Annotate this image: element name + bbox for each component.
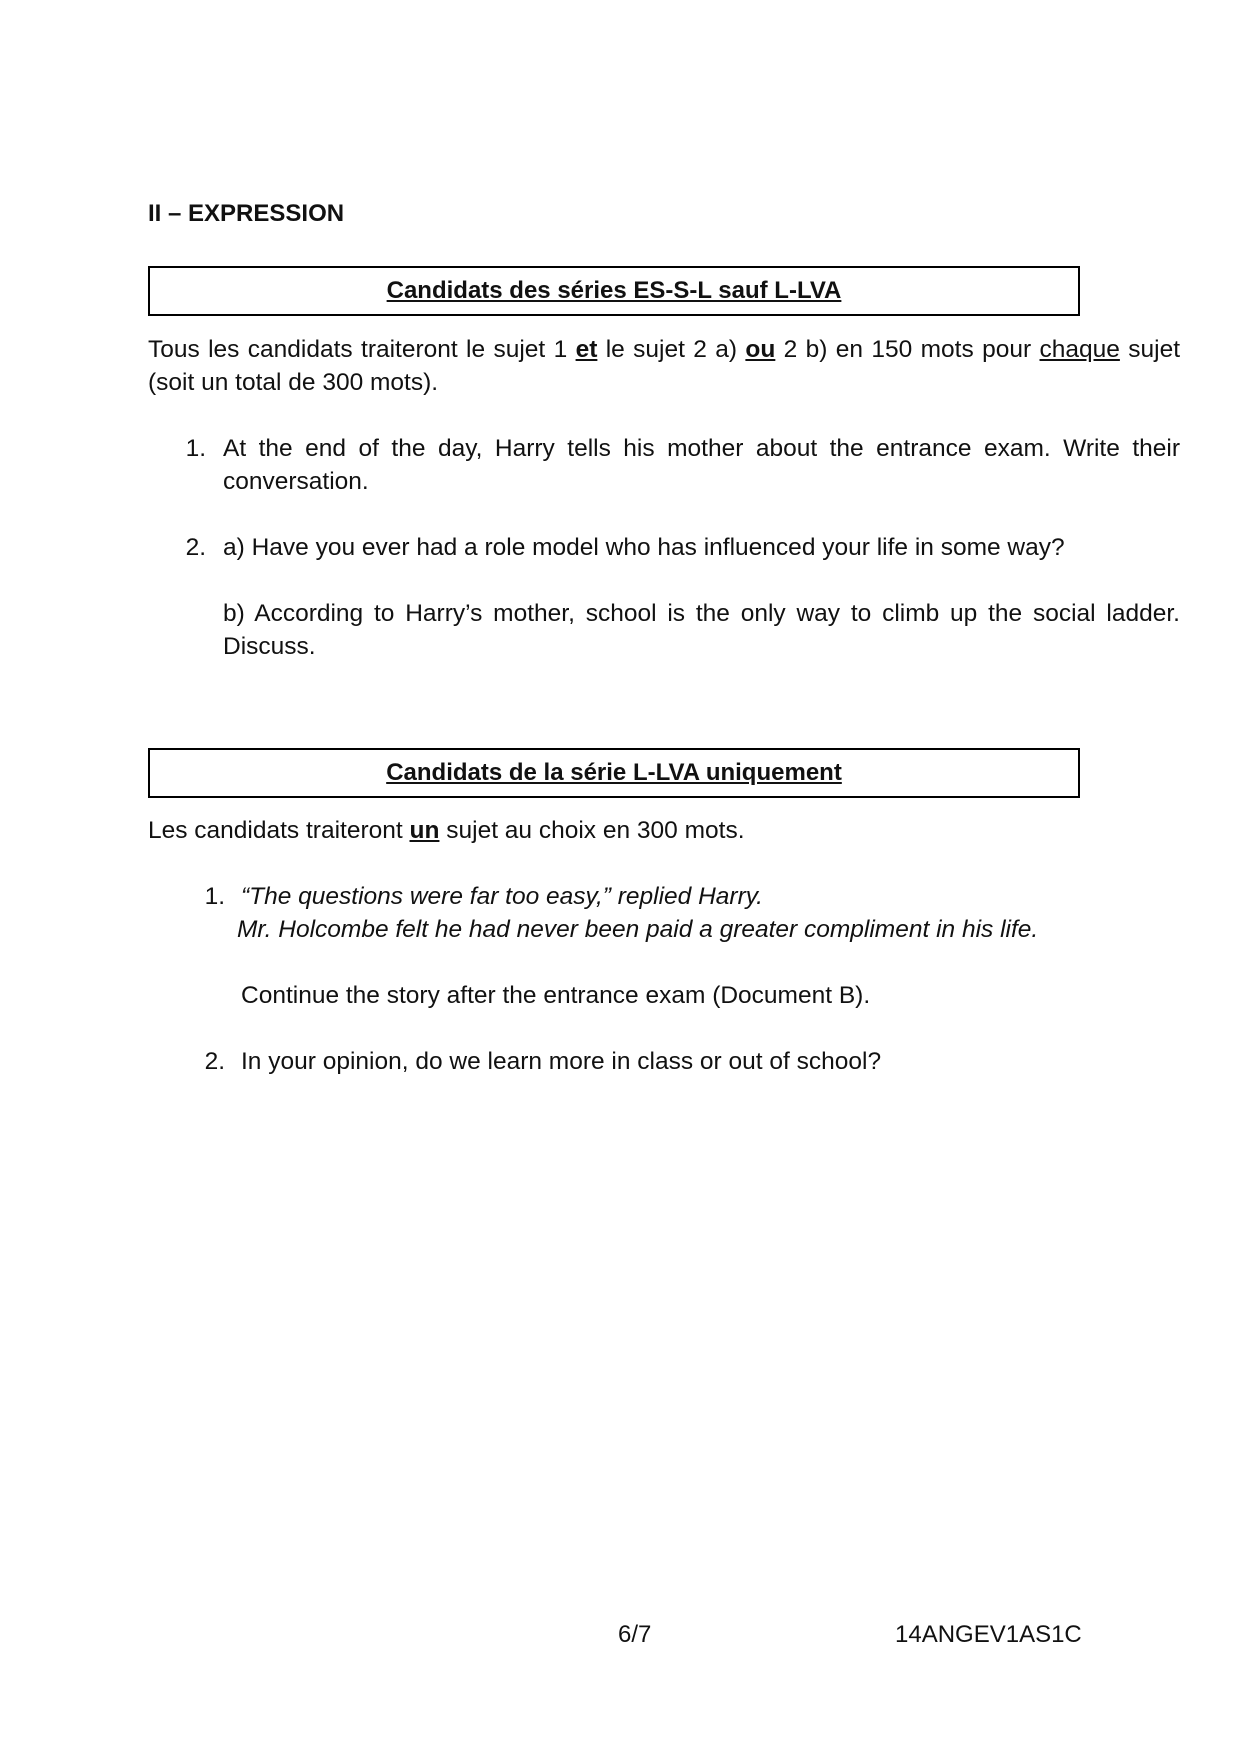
intro-text: Les candidats traiteront xyxy=(148,817,410,844)
intro-emph-et: et xyxy=(575,336,598,363)
part2-item-2-text: In your opinion, do we learn more in class or out of school? xyxy=(241,1048,882,1075)
intro-text: le sujet 2 a) xyxy=(597,336,746,363)
item-number: 2. xyxy=(185,534,206,561)
intro-text: sujet au choix en 300 mots. xyxy=(439,817,745,844)
part1-header-box xyxy=(148,266,1080,316)
intro-text: 2 b) en 150 mots pour xyxy=(775,336,1040,363)
section-title: II – EXPRESSION xyxy=(148,200,345,227)
document-code: 14ANGEV1AS1C xyxy=(895,1621,1082,1648)
part1-item-1-text: At the end of the day, Harry tells his mother about the entrance exam. Write their conversation. xyxy=(223,435,1180,495)
part2-header-title: Candidats de la série L-LVA uniquement xyxy=(386,759,842,786)
part2-header-box xyxy=(148,748,1080,798)
part2-item-1-quote2: Mr. Holcombe felt he had never been paid a greater compliment in his life. xyxy=(237,916,1039,943)
part1-item-2a-text: a) Have you ever had a role model who has influenced your life in some way? xyxy=(223,534,1065,561)
intro-emph-ou: ou xyxy=(745,336,776,363)
intro-text: Tous les candidats traiteront le sujet 1 xyxy=(148,336,576,363)
item-number: 2. xyxy=(204,1048,225,1075)
page-number: 6/7 xyxy=(618,1621,652,1648)
part2-item-1-instruction: Continue the story after the entrance exam (Document B). xyxy=(241,982,871,1009)
part1-header-title: Candidats des séries ES-S-L sauf L-LVA xyxy=(386,277,842,304)
item-number: 1. xyxy=(204,883,225,910)
part1-item-2b-text: b) According to Harry’s mother, school is the only way to climb up the social ladder. Discuss. xyxy=(223,600,1180,660)
intro-text: sujet (soit un total de 300 mots). xyxy=(148,336,1180,396)
item-number: 1. xyxy=(185,435,206,462)
intro-emph-un: un xyxy=(409,817,440,844)
part2-intro xyxy=(148,814,745,847)
part2-item-1-quote1: “The questions were far too easy,” replied Harry. xyxy=(241,883,763,910)
intro-emph-chaque: chaque xyxy=(1039,336,1120,363)
part1-intro xyxy=(148,333,1180,399)
